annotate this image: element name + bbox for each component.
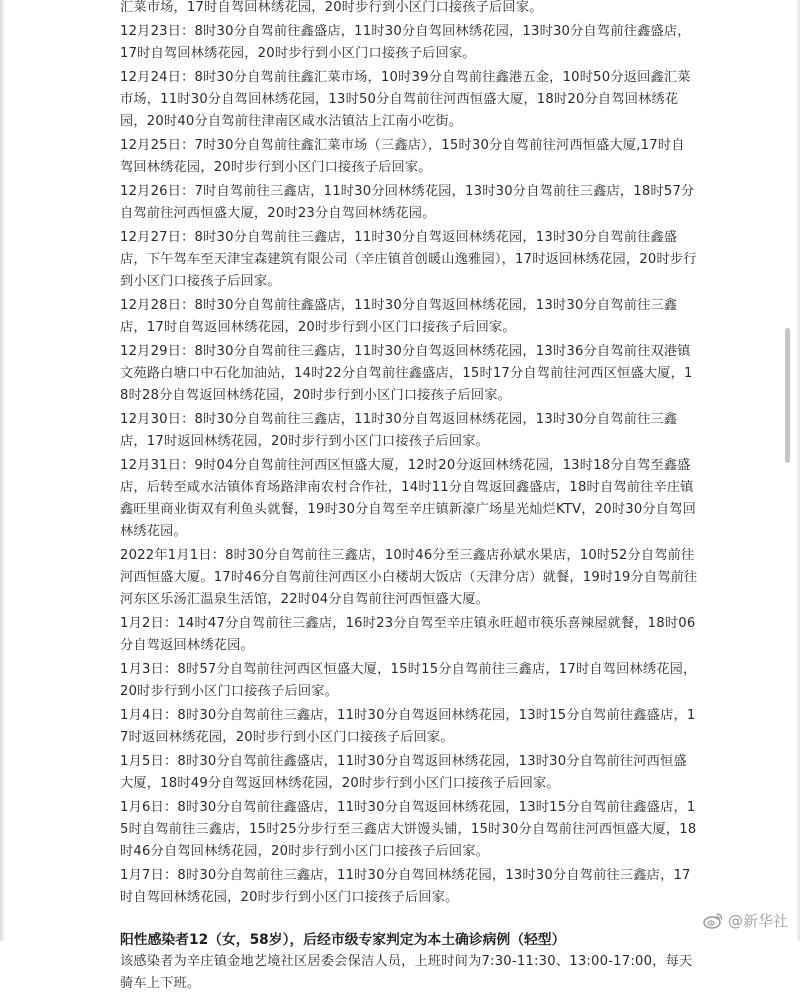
case-heading: 阳性感染者12（女，58岁），后经市级专家判定为本土确诊病例（轻型） [120, 932, 566, 948]
watermark-text: @新华社 [727, 912, 788, 930]
page-right-edge [796, 0, 800, 941]
scrollbar-thumb[interactable] [785, 328, 790, 463]
itinerary-entry: 12月30日：8时30分自驾前往三鑫店，11时30分自驾返回林绣花园，13时30分自驾前往三鑫店，17时返回林绣花园，20时步行到小区门口接孩子后回家。 [120, 412, 678, 449]
itinerary-entry: 12月27日：8时30分自驾前往三鑫店，11时30分自驾返回林绣花园，13时30分自驾前往鑫盛店，下午驾车至天津宝森建筑有限公司（辛庄镇首创暖山逸雅园），17时返回林绣花园，20时步行到小区门口接孩子后回家。 [120, 230, 697, 289]
itinerary-entry: 1月6日：8时30分自驾前往鑫盛店，11时30分自驾返回林绣花园，13时15分自驾前往鑫盛店，15时自驾前往三鑫店，15时25分步行至三鑫店大饼馒头铺，15时30分自驾前往河西恒盛大厦，18时46分自驾回林绣花园，20时步行到小区门口接孩子后回家。 [120, 800, 697, 859]
itinerary-entry: 2022年1月1日：8时30分自驾前往三鑫店，10时46分至三鑫店孙斌水果店，10时52分自驾前往河西恒盛大厦。17时46分自驾前往河西区小白楼胡大饭店（天津分店）就餐，19时19分自驾前往河东区乐汤汇温泉生活馆，22时04分自驾前往河西恒盛大厦。 [120, 548, 698, 607]
itinerary-entry: 12月26日：7时自驾前往三鑫店，11时30分回林绣花园，13时30分自驾前往三鑫店，18时57分自驾前往河西恒盛大厦，20时23分自驾回林绣花园。 [120, 184, 695, 221]
itinerary-entry: 12月28日：8时30分自驾前往鑫盛店，11时30分自驾返回林绣花园，13时30分自驾前往三鑫店，17时自驾返回林绣花园，20时步行到小区门口接孩子后回家。 [120, 298, 678, 335]
itinerary-entry: 12月25日：7时30分自驾前往鑫汇菜市场（三鑫店），15时30分自驾前往河西恒盛大厦,17时自驾回林绣花园，20时步行到小区门口接孩子后回家。 [120, 138, 685, 175]
itinerary-entry: 汇菜市场，17时自驾回林绣花园，20时步行到小区门口接孩子后回家。 [120, 0, 543, 15]
watermark [703, 910, 788, 931]
itinerary-entry: 12月31日：9时04分自驾前往河西区恒盛大厦，12时20分返回林绣花园，13时18分自驾至鑫盛店，后转至咸水沽镇体育场路津南农村合作社，14时11分自驾返回鑫盛店，18时自驾前往辛庄镇鑫旺里商业街双有利鱼头就餐，19时30分自驾至辛庄镇新濠广场星光灿烂KTV，20时30分自驾回林绣花园。 [120, 458, 696, 539]
itinerary-entry: 1月4日：8时30分自驾前往三鑫店，11时30分自驾返回林绣花园，13时15分自驾前往鑫盛店，17时返回林绣花园，20时步行到小区门口接孩子后回家。 [120, 708, 696, 745]
case-description: 该感染者为辛庄镇金地艺境社区居委会保洁人员，上班时间为7:30-11:30、13:00-17:00，每天骑车上下班。 [120, 954, 693, 991]
weibo-icon [703, 912, 723, 929]
itinerary-entry: 1月7日：8时30分自驾前往三鑫店，11时30分自驾回林绣花园，13时30分自驾前往三鑫店，17时自驾回林绣花园，20时步行到小区门口接孩子后回家。 [120, 868, 691, 905]
itinerary-entry: 12月24日：8时30分自驾前往鑫汇菜市场，10时39分自驾前往鑫港五金，10时50分返回鑫汇菜市场，11时30分自驾回林绣花园，13时50分自驾前往河西恒盛大厦，18时20分自驾回林绣花园，20时40分自驾前往津南区咸水沽镇沽上江南小吃街。 [120, 70, 691, 129]
itinerary-entry: 1月3日：8时57分自驾前往河西区恒盛大厦，15时15分自驾前往三鑫店，17时自驾回林绣花园，20时步行到小区门口接孩子后回家。 [120, 662, 697, 699]
itinerary-entry: 12月23日：8时30分自驾前往鑫盛店，11时30分自驾回林绣花园，13时30分自驾前往鑫盛店，17时自驾回林绣花园，20时步行到小区门口接孩子后回家。 [120, 24, 691, 61]
document-body [120, 0, 698, 995]
itinerary-entry: 1月2日：14时47分自驾前往三鑫店，16时23分自驾至辛庄镇永旺超市筷乐喜辣屋就餐，18时06分自驾返回林绣花园。 [120, 616, 696, 653]
itinerary-entry: 1月5日：8时30分自驾前往鑫盛店，11时30分自驾返回林绣花园，13时30分自驾前往河西恒盛大厦，18时49分自驾返回林绣花园，20时步行到小区门口接孩子后回家。 [120, 754, 687, 791]
itinerary-entry: 12月29日：8时30分自驾前往三鑫店，11时30分自驾返回林绣花园，13时36分自驾前往双港镇文苑路白塘口中石化加油站，14时22分自驾前往鑫盛店，15时17分自驾前往河西区恒盛大厦，18时28分自驾返回林绣花园，20时步行到小区门口接孩子后回家。 [120, 344, 693, 403]
page-left-edge [0, 0, 6, 941]
